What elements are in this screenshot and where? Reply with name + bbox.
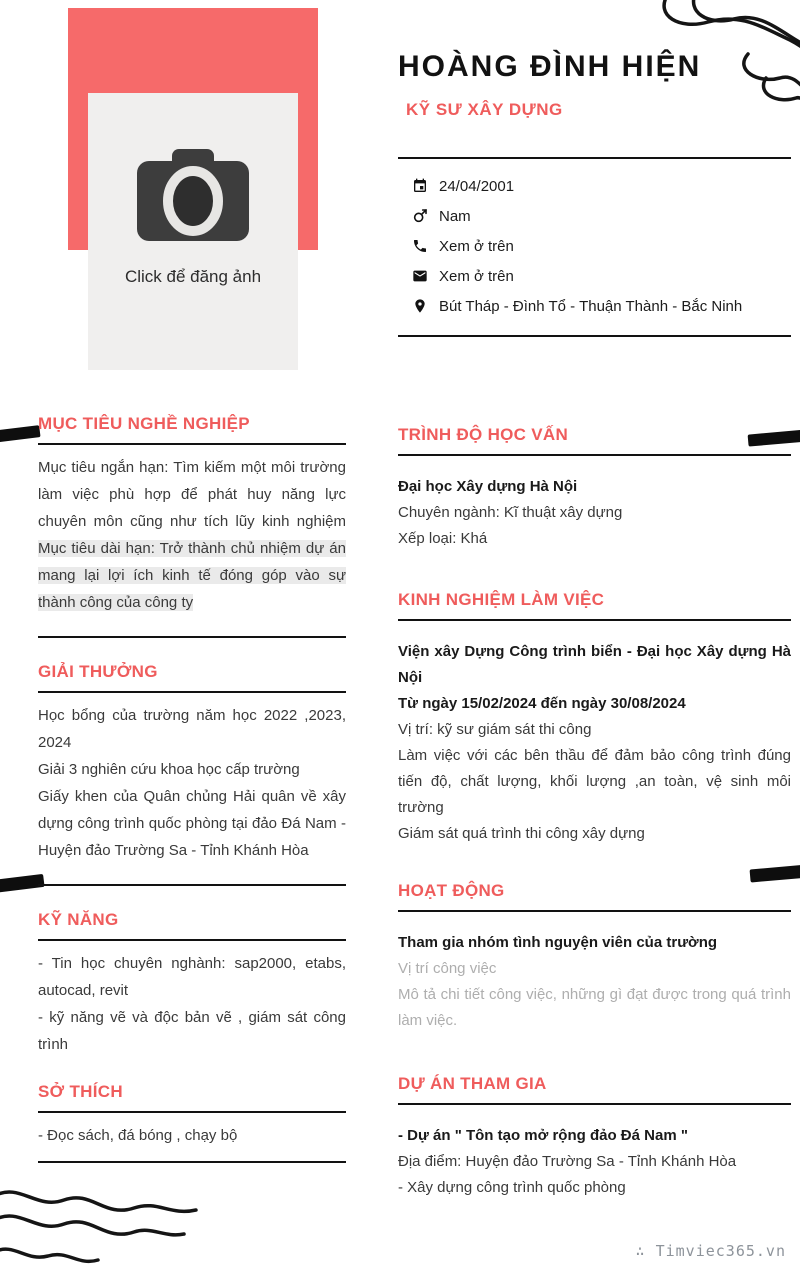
- experience-block[interactable]: [398, 639, 791, 847]
- experience-period: Từ ngày 15/02/2024 đến ngày 30/08/2024: [398, 695, 686, 712]
- activities-block[interactable]: [398, 930, 791, 1034]
- objective-text[interactable]: [38, 454, 346, 616]
- photo-upload-label: Click để đăng ảnh: [124, 267, 262, 286]
- photo-upload[interactable]: [88, 93, 298, 370]
- hobbies-list[interactable]: [38, 1122, 346, 1163]
- job-title: KỸ SƯ XÂY DỰNG: [406, 100, 563, 119]
- education-grade: Xếp loại: Khá: [398, 530, 488, 547]
- left-column: [38, 414, 346, 1163]
- contact-birthdate-value: 24/04/2001: [439, 177, 515, 195]
- experience-description-2: Giám sát quá trình thi công xây dựng: [398, 825, 645, 842]
- contact-phone-value: Xem ở trên: [439, 237, 514, 255]
- experience-company: Viện xây Dựng Công trình biển - Đại học Xây dựng Hà Nội: [398, 643, 791, 686]
- education-block[interactable]: [398, 474, 791, 552]
- contact-phone[interactable]: [398, 231, 791, 261]
- section-heading-awards: GIẢI THƯỞNG: [38, 662, 346, 693]
- award-item: Học bổng của trường năm học 2022 ,2023, 2024: [38, 707, 346, 751]
- contact-email-value: Xem ở trên: [439, 267, 514, 285]
- section-heading-hobbies: SỞ THÍCH: [38, 1082, 346, 1113]
- candidate-name: HOÀNG ĐÌNH HIỆN: [398, 50, 702, 83]
- section-heading-objective: MỤC TIÊU NGHỀ NGHIỆP: [38, 414, 346, 445]
- experience-position: Vị trí: kỹ sư giám sát thi công: [398, 721, 592, 738]
- skill-item: - kỹ năng vẽ và độc bản vẽ , giám sát công trình: [38, 1009, 346, 1053]
- projects-block[interactable]: [398, 1123, 791, 1201]
- project-location: Địa điểm: Huyện đảo Trường Sa - Tỉnh Khánh Hòa: [398, 1153, 737, 1170]
- award-item: Giải 3 nghiên cứu khoa học cấp trường: [38, 761, 300, 778]
- camera-icon: [132, 145, 254, 245]
- header-block: [398, 50, 790, 120]
- hobby-item: - Đọc sách, đá bóng , chạy bộ: [38, 1127, 238, 1144]
- section-heading-experience: KINH NGHIỆM LÀM VIỆC: [398, 590, 791, 621]
- email-icon: [412, 268, 428, 284]
- right-column: [398, 425, 791, 1201]
- gender-icon: [412, 208, 428, 224]
- skills-list[interactable]: [38, 950, 346, 1058]
- site-watermark: ∴ Timviec365.vn: [635, 1242, 786, 1260]
- contact-gender-value: Nam: [439, 207, 471, 225]
- phone-icon: [412, 238, 428, 254]
- location-icon: [412, 298, 428, 314]
- contact-gender[interactable]: [398, 201, 791, 231]
- contact-address-value: Bút Tháp - Đình Tổ - Thuận Thành - Bắc Ninh: [439, 297, 743, 315]
- objective-short-term: Mục tiêu ngắn hạn: Tìm kiếm một môi trường làm việc phù hợp để phát huy năng lực chuyên môn cũng như tích lũy kinh nghiệm: [38, 459, 346, 530]
- education-major: Chuyên ngành: Kĩ thuật xây dựng: [398, 504, 623, 521]
- section-divider: [38, 884, 346, 886]
- education-school: Đại học Xây dựng Hà Nội: [398, 478, 578, 495]
- activity-position-placeholder: Vị trí công việc: [398, 960, 497, 977]
- experience-description: Làm việc với các bên thầu để đảm bảo công trình đúng tiến độ, chất lượng, khối lượng ,an toàn, vệ sinh môi trường: [398, 747, 791, 816]
- activity-title: Tham gia nhóm tình nguyện viên của trường: [398, 934, 718, 951]
- accent-bar-left-objective: [0, 425, 41, 443]
- skill-item: - Tin học chuyên nghành: sap2000, etabs, autocad, revit: [38, 955, 346, 999]
- section-divider: [38, 636, 346, 638]
- section-heading-education: TRÌNH ĐỘ HỌC VẤN: [398, 425, 791, 456]
- corner-squiggle-bottom-left: [0, 1166, 210, 1276]
- section-heading-projects: DỰ ÁN THAM GIA: [398, 1074, 791, 1105]
- project-note: - Xây dựng công trình quốc phòng: [398, 1179, 626, 1196]
- section-heading-activities: HOẠT ĐỘNG: [398, 881, 791, 912]
- awards-list[interactable]: [38, 702, 346, 864]
- contact-birthdate[interactable]: [398, 171, 791, 201]
- award-item: Giấy khen của Quân chủng Hải quân về xây dựng công trình quốc phòng tại đảo Đá Nam - Huyện đảo Trường Sa - Tỉnh Khánh Hòa: [38, 788, 346, 859]
- objective-long-term-selected: Mục tiêu dài hạn: Trở thành chủ nhiệm dự án mang lại lợi ích kinh tế đóng góp vào sự thành công của công ty: [38, 540, 346, 611]
- calendar-icon: [412, 178, 428, 194]
- contact-block: [398, 157, 791, 337]
- contact-email[interactable]: [398, 261, 791, 291]
- section-heading-skills: KỸ NĂNG: [38, 910, 346, 941]
- activity-description-placeholder: Mô tả chi tiết công việc, những gì đạt được trong quá trình làm việc.: [398, 986, 791, 1029]
- contact-address[interactable]: [398, 291, 791, 321]
- project-title: - Dự án " Tôn tạo mở rộng đảo Đá Nam ": [398, 1127, 688, 1144]
